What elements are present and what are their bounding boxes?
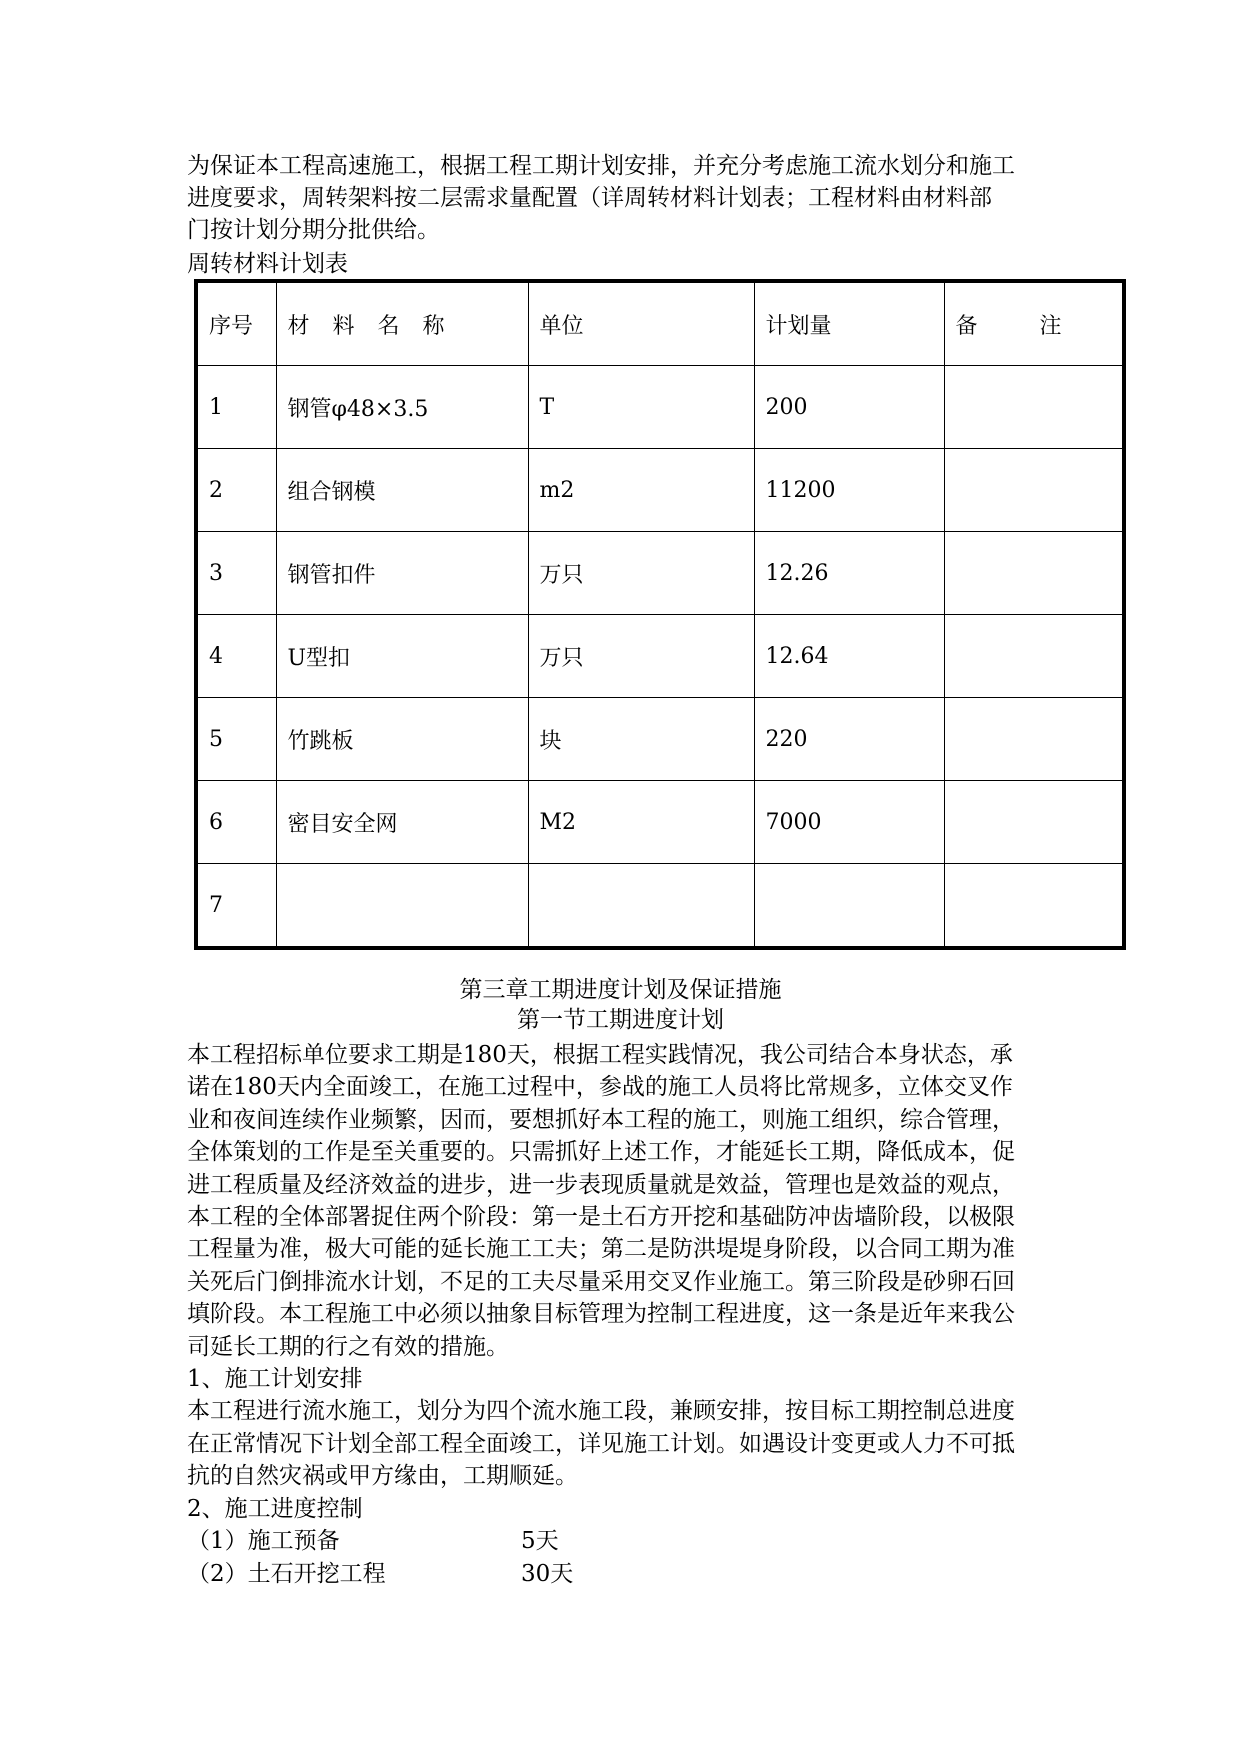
schedule-task: （2）土石开挖工程: [187, 1560, 386, 1587]
header-remarks: 备 注: [944, 281, 1124, 366]
cell-material: 竹跳板: [276, 698, 528, 781]
cell-index: 3: [196, 532, 276, 615]
table-row: [196, 615, 1124, 698]
table-row: [196, 532, 1124, 615]
cell-remarks: [944, 864, 1124, 949]
schedule-row: [187, 1525, 1087, 1557]
cell-unit: m2: [528, 449, 754, 532]
table-caption: 周转材料计划表: [187, 251, 348, 277]
body-line: 本工程的全体部署捉住两个阶段：第一是土石方开挖和基础防冲齿墙阶段，以极限: [187, 1204, 1015, 1231]
header-material-name: 材 料 名 称: [276, 281, 528, 366]
item-heading-progress-control: 2、施工进度控制: [187, 1495, 363, 1522]
cell-unit: T: [528, 366, 754, 449]
body-line: 进工程质量及经济效益的进步，进一步表现质量就是效益，管理也是效益的观点，: [187, 1171, 1015, 1198]
cell-unit: 万只: [528, 615, 754, 698]
header-index: 序号: [196, 281, 276, 366]
item-heading-plan: 1、施工计划安排: [187, 1366, 363, 1393]
cell-index: 6: [196, 781, 276, 864]
header-planned-quantity: 计划量: [754, 281, 944, 366]
table-row: [196, 864, 1124, 949]
cell-remarks: [944, 698, 1124, 781]
table-row: [196, 366, 1124, 449]
intro-line: 进度要求，周转架料按二层需求量配置（详周转材料计划表；工程材料由材料部: [187, 185, 992, 211]
cell-index: 7: [196, 864, 276, 949]
body-line: 工程量为准，极大可能的延长施工工夫；第二是防洪堤堤身阶段，以合同工期为准: [187, 1236, 1015, 1263]
cell-material: 钢管扣件: [276, 532, 528, 615]
intro-paragraph: [187, 150, 1087, 246]
section-title: 第一节工期进度计划: [517, 1007, 724, 1033]
cell-remarks: [944, 781, 1124, 864]
cell-quantity: 220: [754, 698, 944, 781]
intro-line: 门按计划分期分批供给。: [187, 217, 440, 243]
schedule-duration: 5天: [521, 1528, 559, 1555]
cell-unit: 块: [528, 698, 754, 781]
cell-index: 2: [196, 449, 276, 532]
cell-quantity: [754, 864, 944, 949]
materials-plan-table: [194, 279, 1126, 950]
body-line: 在正常情况下计划全部工程全面竣工，详见施工计划。如遇设计变更或人力不可抵: [187, 1430, 1015, 1457]
cell-index: 4: [196, 615, 276, 698]
cell-remarks: [944, 532, 1124, 615]
cell-material: 钢管φ48×3.5: [276, 366, 528, 449]
body-line: 全体策划的工作是至关重要的。只需抓好上述工作，才能延长工期，降低成本，促: [187, 1139, 1015, 1166]
table-row: [196, 781, 1124, 864]
chapter-body: [187, 1039, 1087, 1590]
cell-quantity: 12.64: [754, 615, 944, 698]
cell-quantity: 200: [754, 366, 944, 449]
body-line: 诺在180天内全面竣工，在施工过程中，参战的施工人员将比常规多，立体交叉作: [187, 1074, 1013, 1101]
intro-line: 为保证本工程高速施工，根据工程工期计划安排，并充分考虑施工流水划分和施工: [187, 153, 1015, 179]
cell-index: 1: [196, 366, 276, 449]
schedule-task: （1）施工预备: [187, 1528, 340, 1555]
table-header-row: [196, 281, 1124, 366]
schedule-row: [187, 1558, 1087, 1590]
cell-quantity: 11200: [754, 449, 944, 532]
body-line: 抗的自然灾祸或甲方缘由，工期顺延。: [187, 1463, 578, 1490]
cell-material: 组合钢模: [276, 449, 528, 532]
chapter-title: 第三章工期进度计划及保证措施: [459, 977, 782, 1003]
table-row: [196, 698, 1124, 781]
cell-unit: M2: [528, 781, 754, 864]
table-row: [196, 449, 1124, 532]
cell-material: [276, 864, 528, 949]
cell-index: 5: [196, 698, 276, 781]
cell-quantity: 7000: [754, 781, 944, 864]
body-line: 业和夜间连续作业频繁，因而，要想抓好本工程的施工，则施工组织，综合管理，: [187, 1106, 1015, 1133]
body-line: 填阶段。本工程施工中必须以抽象目标管理为控制工程进度，这一条是近年来我公: [187, 1301, 1015, 1328]
cell-unit: [528, 864, 754, 949]
cell-remarks: [944, 449, 1124, 532]
body-line: 本工程进行流水施工，划分为四个流水施工段，兼顾安排，按目标工期控制总进度: [187, 1398, 1015, 1425]
schedule-duration: 30天: [521, 1560, 574, 1587]
cell-material: U型扣: [276, 615, 528, 698]
header-unit: 单位: [528, 281, 754, 366]
cell-remarks: [944, 615, 1124, 698]
cell-unit: 万只: [528, 532, 754, 615]
cell-remarks: [944, 366, 1124, 449]
cell-material: 密目安全网: [276, 781, 528, 864]
body-line: 司延长工期的行之有效的措施。: [187, 1333, 509, 1360]
body-line: 关死后门倒排流水计划，不足的工夫尽量采用交叉作业施工。第三阶段是砂卵石回: [187, 1268, 1015, 1295]
body-line: 本工程招标单位要求工期是180天，根据工程实践情况，我公司结合本身状态，承: [187, 1042, 1013, 1068]
cell-quantity: 12.26: [754, 532, 944, 615]
